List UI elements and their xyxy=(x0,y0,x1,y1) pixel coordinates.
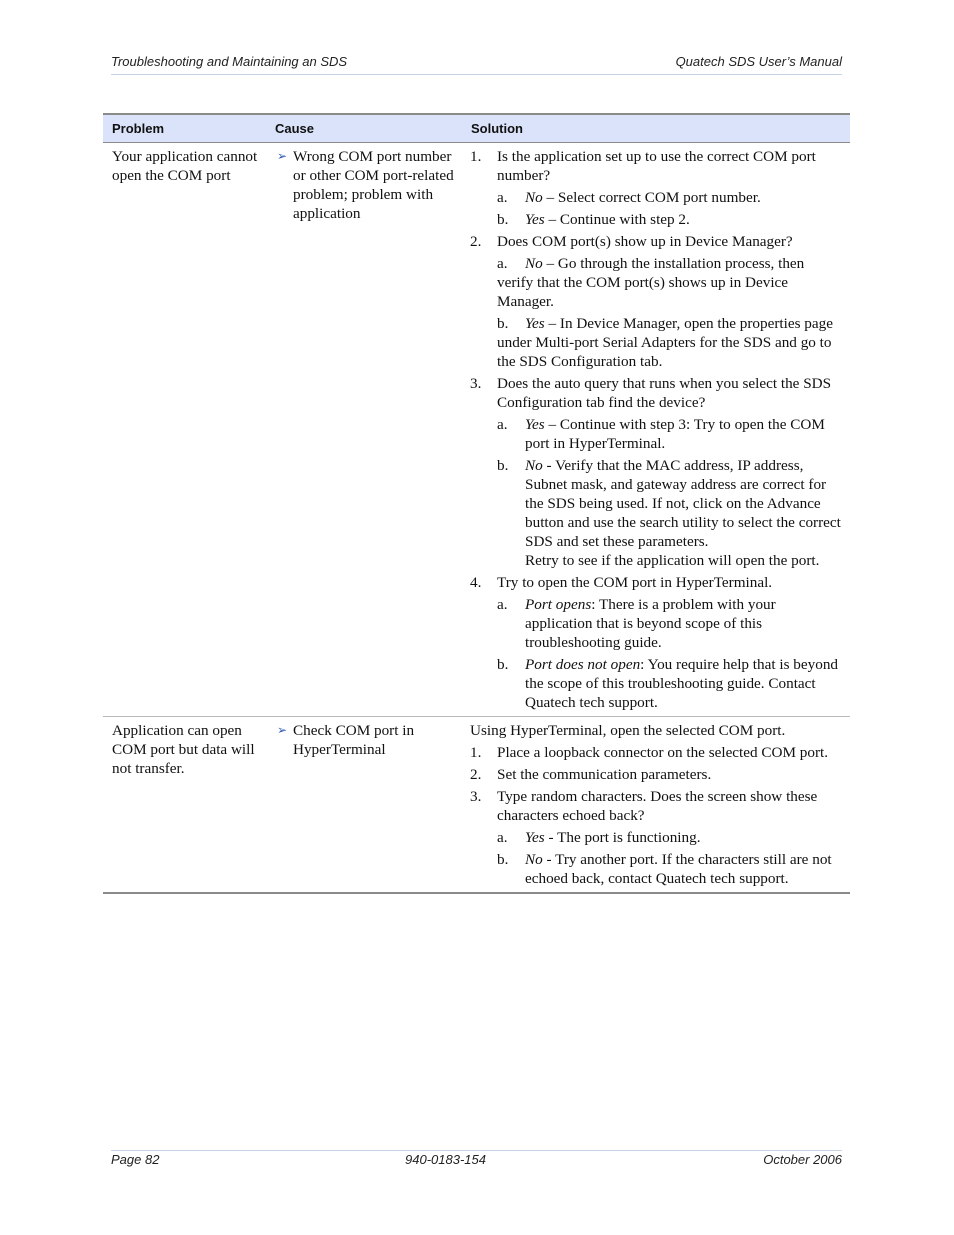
column-header-cause: Cause xyxy=(266,114,462,143)
step-1: 1. Place a loopback connector on the selected COM port. xyxy=(470,744,829,761)
publication-date: October 2006 xyxy=(763,1152,842,1167)
column-header-solution: Solution xyxy=(462,114,850,143)
cause-text: Check COM port in HyperTerminal xyxy=(293,722,415,758)
step-3: 3. Does the auto query that runs when you select the SDS Configuration tab find the device? xyxy=(470,375,832,411)
page-header xyxy=(111,54,842,75)
step-3a: a. Yes - The port is functioning. xyxy=(497,829,701,846)
step-4b: b. Port does not open: You require help that is beyond the scope of this troubleshooting guide. Contact Quatech tech support. xyxy=(497,656,839,711)
table-row xyxy=(103,143,850,717)
table-row xyxy=(103,717,850,894)
step-2: 2. Does COM port(s) show up in Device Manager? xyxy=(470,233,793,250)
step-1a: a. No – Select correct COM port number. xyxy=(497,189,761,206)
solution-cell xyxy=(462,143,850,717)
solution-cell xyxy=(462,717,850,894)
step-3a: a. Yes – Continue with step 3: Try to open the COM port in HyperTerminal. xyxy=(497,416,825,452)
step-1: 1. Is the application set up to use the correct COM port number? xyxy=(470,148,816,184)
header-right: Quatech SDS User’s Manual xyxy=(675,54,842,69)
step-4a: a. Port opens: There is a problem with your application that is beyond scope of this troubleshooting guide. xyxy=(497,596,776,651)
arrow-bullet-icon: ➢ xyxy=(277,149,288,163)
arrow-bullet-icon: ➢ xyxy=(277,723,288,737)
step-2b: b. Yes – In Device Manager, open the properties page under Multi-port Serial Adapters for the SDS and go to the SDS Configuration tab. xyxy=(497,315,833,370)
header-left: Troubleshooting and Maintaining an SDS xyxy=(111,54,348,69)
step-3b: b. No - Try another port. If the characters still are not echoed back, contact Quatech tech support. xyxy=(497,851,832,887)
troubleshooting-table xyxy=(103,113,850,894)
document-number: 940-0183-154 xyxy=(405,1152,486,1167)
step-3b: b. No - Verify that the MAC address, IP address, Subnet mask, and gateway address are correct for the SDS being used. If not, click on the Advance button and use the search utility to select the correct SDS and set these parameters. Retry to see if the application will open the port. xyxy=(497,457,841,569)
problem-cell: Your application cannot open the COM port xyxy=(103,143,266,717)
page-footer xyxy=(111,1150,842,1177)
step-2a: a. No – Go through the installation process, then verify that the COM port(s) shows up in Device Manager. xyxy=(497,255,805,310)
page-number: Page 82 xyxy=(111,1152,160,1167)
table-header-row xyxy=(103,114,850,143)
step-3: 3. Type random characters. Does the screen show these characters echoed back? xyxy=(470,788,818,824)
column-header-problem: Problem xyxy=(103,114,266,143)
solution-intro: Using HyperTerminal, open the selected COM port. xyxy=(470,722,786,739)
step-2: 2. Set the communication parameters. xyxy=(470,766,712,783)
problem-cell: Application can open COM port but data will not transfer. xyxy=(103,717,266,894)
step-4: 4. Try to open the COM port in HyperTerminal. xyxy=(470,574,773,591)
cause-cell xyxy=(266,143,462,717)
cause-cell xyxy=(266,717,462,894)
step-1b: b. Yes – Continue with step 2. xyxy=(497,211,690,228)
cause-text: Wrong COM port number or other COM port-related problem; problem with application xyxy=(293,148,454,222)
